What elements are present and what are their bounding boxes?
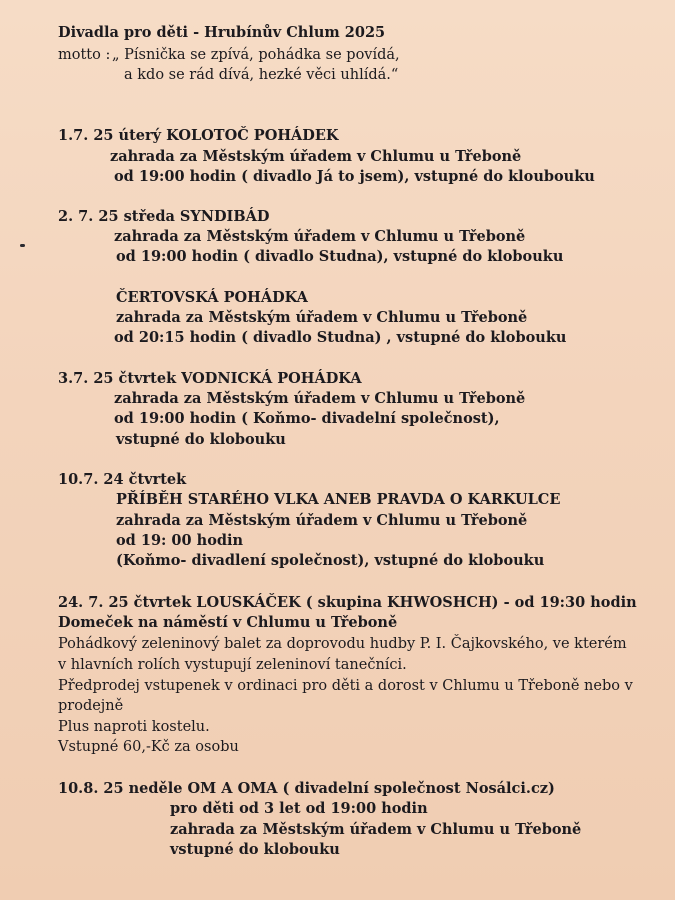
event-line: zahrada za Městským úřadem v Chlumu u Třeboně [170,821,582,838]
motto-label: motto : [58,47,111,63]
event-heading: 2. 7. 25 středa SYNDIBÁD [58,208,270,225]
event-line: pro děti od 3 let od 19:00 hodin [170,800,428,817]
event-line: vstupné do klobouku [170,841,340,858]
event-line: od 19:00 hodin ( divadlo Já to jsem), vstupné do kloubouku [114,168,595,185]
event-line: (Koňmo- divadlení společnost), vstupné do klobouku [116,552,545,569]
event-heading: 10.8. 25 neděle OM A OMA ( divadelní společnost Nosálci.cz) [58,780,555,797]
event-heading: 24. 7. 25 čtvrtek LOUSKÁČEK ( skupina KHWOSHCH) - od 19:30 hodin [58,594,637,611]
event-line: zahrada za Městským úřadem v Chlumu u Třeboně [110,148,522,165]
event-place: Domeček na náměstí v Chlumu u Třeboně [58,614,398,631]
event-description-line: Předprodej vstupenek v ordinaci pro děti a dorost v Chlumu u Třeboně nebo v [58,678,633,694]
event-line: zahrada za Městským úřadem v Chlumu u Třeboně [116,512,528,529]
event-description-line: Pohádkový zeleninový balet za doprovodu hudby P. I. Čajkovského, ve kterém [58,636,627,652]
poster-title: Divadla pro děti - Hrubínův Chlum 2025 [58,24,386,41]
event-line: od 19: 00 hodin [116,532,244,549]
event-heading: 3.7. 25 čtvrtek VODNICKÁ POHÁDKA [58,370,362,387]
event-line: vstupné do klobouku [116,431,286,448]
event-line: od 20:15 hodin ( divadlo Studna) , vstupné do klobouku [114,329,567,346]
paper-speck [20,244,25,247]
motto-line-1: „ Písnička se zpívá, pohádka se povídá, [112,47,400,63]
event-description-line: v hlavních rolích vystupují zeleninoví tanečníci. [58,657,407,673]
motto-line-2: a kdo se rád dívá, hezké věci uhlídá.“ [124,67,399,83]
event-line: zahrada za Městským úřadem v Chlumu u Třeboně [114,390,526,407]
event-line: zahrada za Městským úřadem v Chlumu u Třeboně [114,228,526,245]
event-line: od 19:00 hodin ( Koňmo- divadelní společnost), [114,410,500,427]
event-heading: 10.7. 24 čtvrtek [58,471,187,488]
event-title: PŘÍBĚH STARÉHO VLKA ANEB PRAVDA O KARKULCE [116,491,561,508]
event-description-line: prodejně [58,698,124,714]
event-heading: 1.7. 25 úterý KOLOTOČ POHÁDEK [58,127,339,144]
event-description-line: Plus naproti kostelu. [58,719,210,735]
event-description-line: Vstupné 60,-Kč za osobu [58,739,239,755]
event-line: zahrada za Městským úřadem v Chlumu u Třeboně [116,309,528,326]
event-line: od 19:00 hodin ( divadlo Studna), vstupné do klobouku [116,248,564,265]
event-sub-heading: ČERTOVSKÁ POHÁDKA [116,289,308,306]
